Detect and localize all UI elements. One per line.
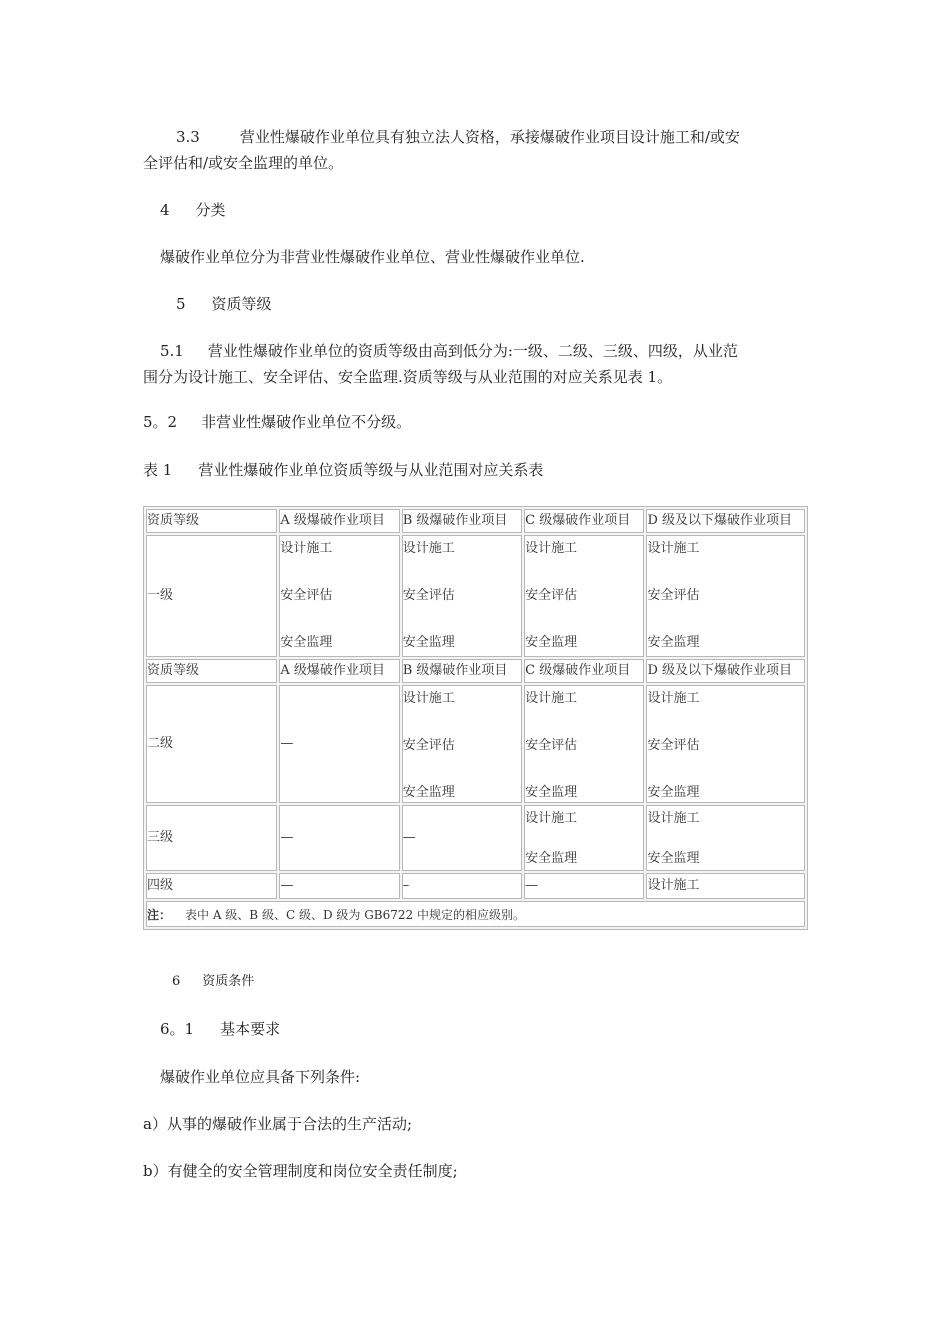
scope-cell [646, 805, 805, 871]
scope-item: 安全评估 [525, 588, 578, 603]
scope-cell: – [402, 873, 522, 899]
scope-item: 安全监理 [280, 635, 333, 650]
header-cell: D 级及以下爆破作业项目 [646, 659, 805, 683]
grade-cell: 三级 [146, 805, 277, 871]
scope-item: 安全监理 [647, 785, 700, 800]
scope-item: 设计施工 [525, 811, 578, 826]
qualification-table [143, 506, 808, 930]
paragraph-3-3-line2: 全评估和/或安全监理的单位。 [143, 154, 344, 172]
section-number: 5。2 [143, 413, 178, 431]
scope-item: 设计施工 [647, 541, 700, 556]
scope-item: 安全监理 [525, 785, 578, 800]
scope-cell [279, 535, 399, 657]
scope-item: 设计施工 [402, 541, 455, 556]
scope-item: 设计施工 [525, 691, 578, 706]
section-number: 5 [176, 295, 186, 313]
scope-cell: — [279, 685, 399, 803]
paragraph-5-1-line1 [160, 337, 738, 365]
header-cell: 资质等级 [146, 659, 277, 683]
header-cell: 资质等级 [146, 509, 277, 533]
paragraph-text: 营业性爆破作业单位的资质等级由高到低分为:一级、二级、三级、四级，从业范 [207, 342, 738, 360]
scope-cell: 设计施工 [646, 873, 805, 899]
list-item-b: b）有健全的安全管理制度和岗位安全责任制度; [143, 1162, 458, 1180]
section-title: 资质等级 [211, 295, 272, 313]
header-cell: C 级爆破作业项目 [524, 659, 644, 683]
grade-cell: 四级 [146, 873, 277, 899]
scope-item: 安全评估 [647, 738, 700, 753]
scope-item: 安全监理 [402, 635, 455, 650]
scope-cell [646, 685, 805, 803]
section-number: 4 [160, 201, 170, 219]
scope-cell [524, 535, 644, 657]
scope-item: 安全监理 [525, 851, 578, 866]
paragraph-6-1-intro: 爆破作业单位应具备下列条件: [160, 1068, 361, 1086]
section-heading-5 [176, 290, 272, 318]
header-cell: B 级爆破作业项目 [402, 659, 522, 683]
paragraph-4: 爆破作业单位分为非营业性爆破作业单位、营业性爆破作业单位. [160, 248, 585, 266]
note-label: 注： [147, 908, 172, 922]
scope-cell: — [279, 805, 399, 871]
scope-item: 安全监理 [525, 635, 578, 650]
section-number: 3.3 [176, 128, 200, 146]
table-row-grade-1 [146, 535, 805, 657]
paragraph-text: 非营业性爆破作业单位不分级。 [201, 413, 412, 431]
scope-item: 安全评估 [525, 738, 578, 753]
scope-item: 安全评估 [402, 738, 455, 753]
section-number: 6。1 [160, 1020, 195, 1038]
scope-item: 安全评估 [647, 588, 700, 603]
list-item-a: a）从事的爆破作业属于合法的生产活动; [143, 1115, 412, 1133]
table-header-row [146, 509, 805, 533]
table-number: 表 1 [143, 461, 173, 479]
scope-item: 设计施工 [402, 691, 455, 706]
scope-item: 设计施工 [525, 541, 578, 556]
table-header-row-repeat [146, 659, 805, 683]
table-note-row [146, 901, 805, 927]
section-title: 资质条件 [202, 974, 255, 989]
paragraph-3-3-line1 [176, 123, 740, 151]
paragraph-text: 营业性爆破作业单位具有独立法人资格，承接爆破作业项目设计施工和/或安 [239, 128, 740, 146]
scope-cell: — [524, 873, 644, 899]
table-note [146, 901, 805, 927]
note-text: 表中 A 级、B 级、C 级、D 级为 GB6722 中规定的相应级别。 [185, 908, 525, 922]
header-cell: C 级爆破作业项目 [524, 509, 644, 533]
table-row-grade-2 [146, 685, 805, 803]
header-cell: A 级爆破作业项目 [279, 659, 399, 683]
paragraph-5-1-line2: 围分为设计施工、安全评估、安全监理.资质等级与从业范围的对应关系见表 1。 [143, 368, 673, 386]
scope-cell [646, 535, 805, 657]
section-title: 分类 [195, 201, 226, 219]
scope-item: 安全监理 [647, 635, 700, 650]
section-heading-4 [160, 196, 226, 224]
grade-cell: 一级 [146, 535, 277, 657]
section-heading-6-1 [160, 1015, 280, 1043]
header-cell: A 级爆破作业项目 [279, 509, 399, 533]
table-row-grade-3 [146, 805, 805, 871]
scope-item: 安全评估 [402, 588, 455, 603]
scope-cell [402, 685, 522, 803]
section-title: 基本要求 [220, 1020, 281, 1038]
scope-cell [402, 535, 522, 657]
header-cell: D 级及以下爆破作业项目 [646, 509, 805, 533]
section-number: 6 [172, 974, 181, 989]
scope-item: 设计施工 [647, 811, 700, 826]
scope-item: 安全监理 [647, 851, 700, 866]
scope-cell [524, 685, 644, 803]
scope-cell: — [279, 873, 399, 899]
scope-item: 安全评估 [280, 588, 333, 603]
table-row-grade-4 [146, 873, 805, 899]
scope-item: 安全监理 [402, 785, 455, 800]
scope-cell: — [402, 805, 522, 871]
table-title: 营业性爆破作业单位资质等级与从业范围对应关系表 [198, 461, 544, 479]
scope-item: 设计施工 [280, 541, 333, 556]
section-number: 5.1 [160, 342, 184, 360]
grade-cell: 二级 [146, 685, 277, 803]
scope-item: 设计施工 [647, 691, 700, 706]
scope-cell [524, 805, 644, 871]
table-caption [143, 456, 543, 484]
header-cell: B 级爆破作业项目 [402, 509, 522, 533]
section-heading-6 [172, 968, 254, 996]
paragraph-5-2 [143, 408, 411, 436]
